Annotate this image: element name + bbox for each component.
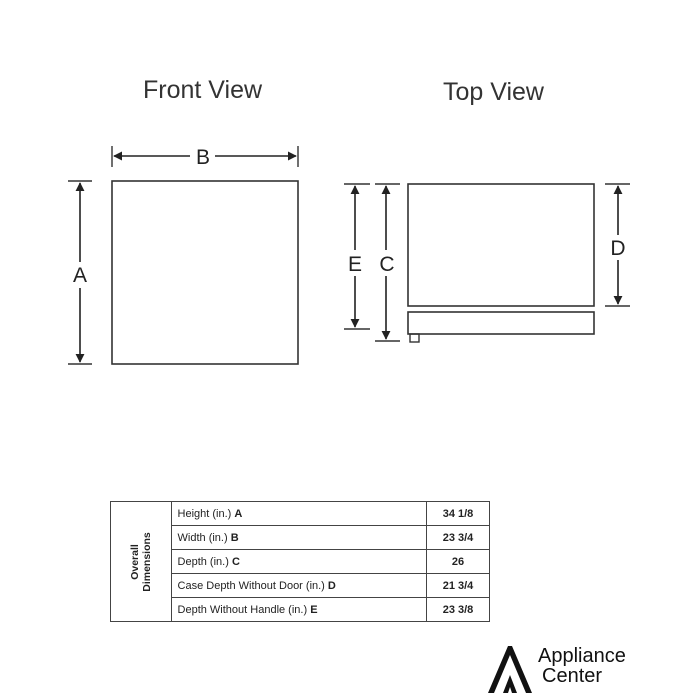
row-code: D: [327, 579, 336, 592]
row-label-case-depth: [171, 574, 426, 598]
row-label-width: [171, 526, 426, 550]
top-view-case-outline: [408, 184, 594, 306]
group-label-cell: [111, 502, 172, 622]
overall-dimensions-table: [110, 501, 490, 622]
dimension-b-label: B: [195, 146, 211, 169]
top-view-door-outline: [408, 312, 594, 334]
row-label-text: Case Depth Without Door (in.): [177, 579, 325, 592]
top-view-handle: [410, 334, 419, 342]
dimension-d-label: D: [610, 237, 626, 260]
row-code: C: [231, 555, 240, 568]
dimension-e: [344, 184, 370, 329]
row-label-height: [171, 502, 426, 526]
logo-wordmark: [538, 646, 626, 686]
row-value-case-depth: 21 3/4: [427, 574, 490, 598]
dimension-a: [68, 181, 92, 364]
row-value-width: 23 3/4: [427, 526, 490, 550]
row-value-height: 34 1/8: [427, 502, 490, 526]
row-label-depth-without-handle: [171, 598, 426, 622]
dimension-b: [112, 146, 298, 169]
row-code: E: [310, 603, 318, 616]
row-code: A: [234, 507, 243, 520]
group-label: [129, 532, 153, 592]
row-label-text: Depth (in.): [177, 555, 229, 568]
dimension-c-label: C: [379, 253, 395, 276]
logo-line1: Appliance: [538, 645, 626, 667]
dimension-e-label: E: [347, 253, 363, 276]
top-view-title: Top View: [443, 78, 544, 106]
group-label-line2: Dimensions: [140, 531, 153, 592]
dimension-c: [375, 184, 400, 341]
group-label-line1: Overall: [128, 543, 141, 580]
dimension-a-label: A: [72, 264, 88, 287]
row-value-depth-without-handle: 23 3/8: [427, 598, 490, 622]
row-label-text: Width (in.): [177, 531, 228, 544]
row-label-depth: [171, 550, 426, 574]
logo-mark-icon: [488, 646, 532, 693]
table-row: [111, 502, 490, 526]
front-view-title: Front View: [143, 76, 263, 104]
row-value-depth: 26: [427, 550, 490, 574]
logo-line2: Center: [542, 665, 603, 687]
row-label-text: Height (in.): [177, 507, 232, 520]
dimension-d: [605, 184, 630, 306]
row-code: B: [230, 531, 239, 544]
front-view-outline: [112, 181, 298, 364]
row-label-text: Depth Without Handle (in.): [177, 603, 308, 616]
